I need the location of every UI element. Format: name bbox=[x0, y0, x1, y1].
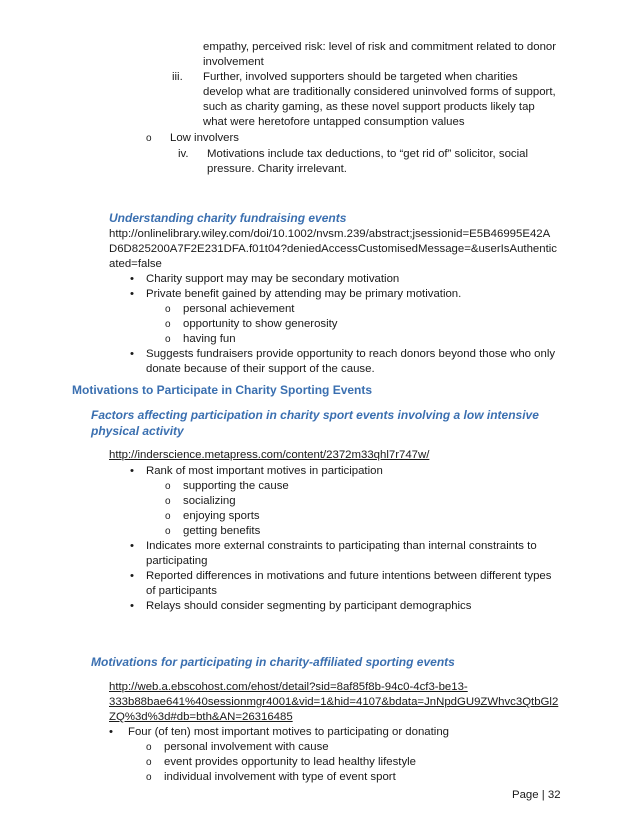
list-text: develop what are traditionally considered uninvolved forms of support, bbox=[203, 86, 556, 98]
list-text: event provides opportunity to lead healthy lifestyle bbox=[164, 756, 417, 768]
bullet-icon: • bbox=[130, 273, 134, 285]
list-text: supporting the cause bbox=[183, 480, 289, 492]
page-number: Page | 32 bbox=[512, 789, 561, 801]
reference-link[interactable]: http://inderscience.metapress.com/content/2372m33qhl7r747w/ bbox=[109, 449, 430, 461]
section-heading: Understanding charity fundraising events bbox=[109, 211, 347, 225]
list-text: opportunity to show generosity bbox=[183, 318, 338, 330]
subsection-heading: Motivations for participating in charity-affiliated sporting events bbox=[91, 655, 455, 669]
bullet-icon: • bbox=[130, 540, 134, 552]
reference-url: http://onlinelibrary.wiley.com/doi/10.1002/nvsm.239/abstract;jsessionid=E5B46995E42A bbox=[109, 228, 551, 240]
section-heading: Motivations to Participate in Charity Sporting Events bbox=[72, 383, 373, 397]
list-text: Reported differences in motivations and future intentions between different types bbox=[146, 570, 552, 582]
list-text: donate because of their support of the cause. bbox=[146, 363, 375, 375]
list-text: participating bbox=[146, 555, 208, 567]
circle-bullet-icon: o bbox=[165, 526, 171, 537]
roman-marker: iii. bbox=[172, 71, 183, 83]
reference-url: D6D825200A7F2E231DFA.f01t04?deniedAccessCustomisedMessage=&userIsAuthentic bbox=[109, 243, 557, 255]
list-text: of participants bbox=[146, 585, 217, 597]
bullet-icon: • bbox=[130, 288, 134, 300]
list-text: empathy, perceived risk: level of risk and commitment related to donor bbox=[203, 41, 557, 53]
bullet-icon: • bbox=[130, 600, 134, 612]
circle-bullet-icon: o bbox=[146, 757, 152, 768]
subsection-heading: Factors affecting participation in charity sport events involving a low intensive bbox=[91, 408, 539, 422]
circle-bullet-icon: o bbox=[146, 133, 152, 144]
bullet-icon: • bbox=[130, 348, 134, 360]
list-text: pressure. Charity irrelevant. bbox=[207, 163, 347, 175]
list-text: Suggests fundraisers provide opportunity to reach donors beyond those who only bbox=[146, 348, 556, 360]
circle-bullet-icon: o bbox=[165, 319, 171, 330]
list-text: having fun bbox=[183, 333, 236, 345]
list-text: personal achievement bbox=[183, 303, 295, 315]
list-text: involvement bbox=[203, 56, 264, 68]
list-text: Relays should consider segmenting by participant demographics bbox=[146, 600, 472, 612]
list-text: socializing bbox=[183, 495, 236, 507]
list-text: Charity support may may be secondary motivation bbox=[146, 273, 400, 285]
list-text: what were heretofore untapped consumption values bbox=[203, 116, 465, 128]
reference-url: ated=false bbox=[109, 258, 162, 270]
circle-bullet-icon: o bbox=[146, 742, 152, 753]
circle-bullet-icon: o bbox=[146, 772, 152, 783]
bullet-icon: • bbox=[130, 570, 134, 582]
list-text: getting benefits bbox=[183, 525, 261, 537]
list-text: enjoying sports bbox=[183, 510, 260, 522]
subsection-heading: physical activity bbox=[91, 424, 184, 438]
bullet-icon: • bbox=[130, 465, 134, 477]
list-text: such as charity gaming, as these novel support products likely tap bbox=[203, 101, 535, 113]
circle-bullet-icon: o bbox=[165, 511, 171, 522]
list-text: individual involvement with type of event sport bbox=[164, 771, 396, 783]
reference-link[interactable]: ZQ%3d%3d#db=bth&AN=26316485 bbox=[109, 711, 293, 723]
roman-marker: iv. bbox=[178, 148, 189, 160]
list-text: personal involvement with cause bbox=[164, 741, 329, 753]
list-text: Indicates more external constraints to participating than internal constraints to bbox=[146, 540, 537, 552]
reference-link[interactable]: http://web.a.ebscohost.com/ehost/detail?sid=8af85f8b-94c0-4cf3-be13- bbox=[109, 681, 468, 693]
list-text: Rank of most important motives in participation bbox=[146, 465, 383, 477]
circle-bullet-icon: o bbox=[165, 334, 171, 345]
list-text: Four (of ten) most important motives to participating or donating bbox=[128, 726, 449, 738]
circle-bullet-icon: o bbox=[165, 304, 171, 315]
list-text: Motivations include tax deductions, to “get rid of” solicitor, social bbox=[207, 148, 528, 160]
bullet-icon: • bbox=[109, 726, 113, 738]
list-text: Private benefit gained by attending may be primary motivation. bbox=[146, 288, 462, 300]
reference-link[interactable]: 333b88bae641%40sessionmgr4001&vid=1&hid=4107&bdata=JnNpdGU9ZWhvc3QtbGl2 bbox=[109, 696, 559, 708]
circle-bullet-icon: o bbox=[165, 496, 171, 507]
list-text: Further, involved supporters should be targeted when charities bbox=[203, 71, 518, 83]
circle-bullet-icon: o bbox=[165, 481, 171, 492]
list-text: Low involvers bbox=[170, 132, 240, 144]
